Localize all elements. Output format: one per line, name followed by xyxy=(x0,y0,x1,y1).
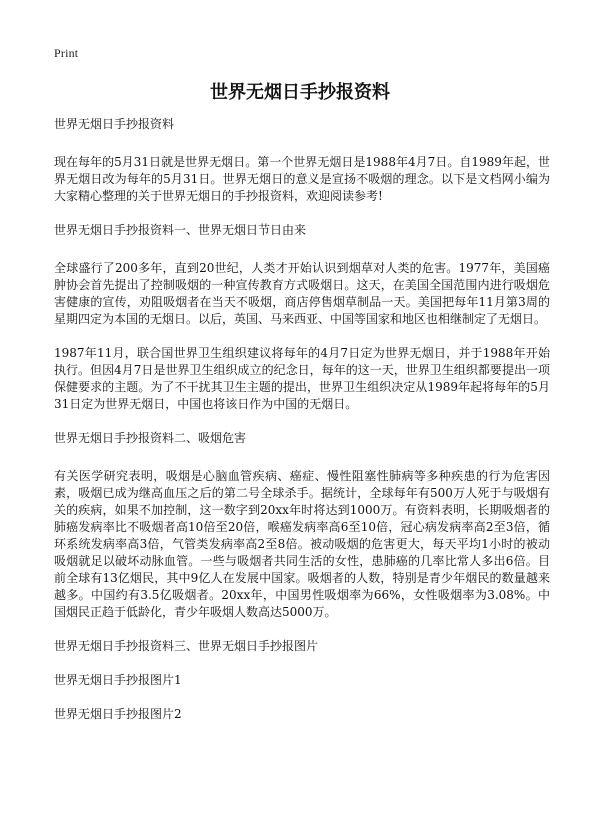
picture2-label: 世界无烟日手抄报图片2 xyxy=(54,707,182,721)
page-title: 世界无烟日手抄报资料 xyxy=(210,82,390,103)
section3-heading: 世界无烟日手抄报资料三、世界无烟日手抄报图片 xyxy=(54,639,319,653)
section2-heading: 世界无烟日手抄报资料二、吸烟危害 xyxy=(54,431,247,445)
document-body xyxy=(54,116,550,740)
section2-paragraph-1: 有关医学研究表明，吸烟是心脑血管疾病、癌症、慢性阻塞性肺病等多种疾患的行为危害因素，吸烟已成为继高血压之后的第二号全球杀手。据统计，全球每年有500万人死于与吸烟有关的疾病，如果不加控制，这一数字到20xx年时将达到1000万。有资料表明，长期吸烟者的肺癌发病率比不吸烟者高10倍至20倍，喉癌发病率高6至10倍，冠心病发病率高2至3倍，循环系统发病率高3倍，气管类发病率高2至8倍。被动吸烟的危害更大，每天平均1小时的被动吸烟就足以破坏动脉血管。一些与吸烟者共同生活的女性，患肺癌的几率比常人多出6倍。目前全球有13亿烟民，其中9亿人在发展中国家。吸烟者的人数，特别是青少年烟民的数量越来越多。中国约有3.5亿吸烟者。20xx年，中国男性吸烟率为66%，女性吸烟率为3.08%。中国烟民正趋于低龄化，青少年吸烟人数高达5000万。 xyxy=(54,469,550,619)
picture1-label: 世界无烟日手抄报图片1 xyxy=(54,673,182,687)
section1-heading: 世界无烟日手抄报资料一、世界无烟日节日由来 xyxy=(54,223,307,237)
section1-paragraph-1: 全球盛行了200多年，直到20世纪，人类才开始认识到烟草对人类的危害。1977年，美国癌肿协会首先提出了控制吸烟的一种宣传教育方式吸烟日。这天，在美国全国范围内进行吸烟危害健康的宣传，劝阻吸烟者在当天不吸烟，商店停售烟草制品一天。美国把每年11月第3周的星期四定为本国的无烟日。以后，英国、马来西亚、中国等国家和地区也相继制定了无烟日。 xyxy=(54,261,550,326)
intro-paragraph: 现在每年的5月31日就是世界无烟日。第一个世界无烟日是1988年4月7日。自1989年起，世界无烟日改为每年的5月31日。世界无烟日的意义是宣扬不吸烟的理念。以下是文档网小编为大家精心整理的关于世界无烟日的手抄报资料，欢迎阅读参考! xyxy=(54,155,550,203)
print-label: Print xyxy=(54,46,79,60)
document-subtitle: 世界无烟日手抄报资料 xyxy=(54,117,175,131)
section1-paragraph-2: 1987年11月，联合国世界卫生组织建议将每年的4月7日定为世界无烟日，并于1988年开始执行。但因4月7日是世界卫生组织成立的纪念日，每年的这一天，世界卫生组织都要提出一项保健要求的主题。为了不干扰其卫生主题的提出，世界卫生组织决定从1989年起将每年的5月31日定为世界无烟日，中国也将该日作为中国的无烟日。 xyxy=(54,346,550,411)
